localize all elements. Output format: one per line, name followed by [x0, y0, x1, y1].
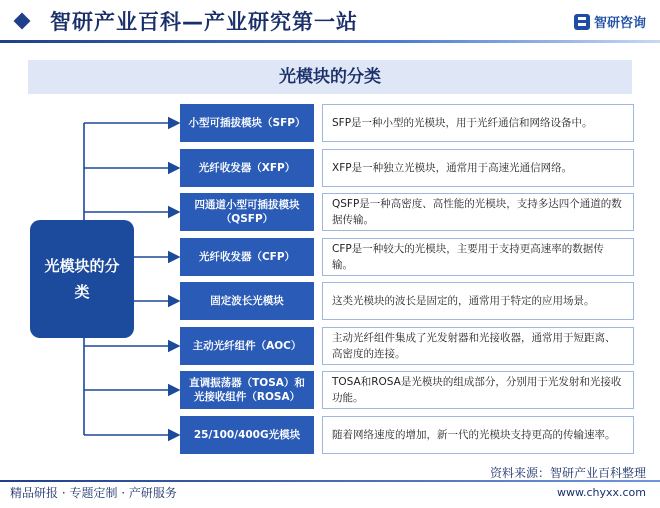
diagram-title: 光模块的分类 — [279, 67, 381, 87]
page-title: 智研产业百科—产业研究第一站 — [50, 10, 358, 34]
diamond-icon — [14, 13, 31, 30]
category-description: 随着网络速度的增加，新一代的光模块支持更高的传输速率。 — [322, 416, 634, 454]
category-box: 小型可插拔模块（SFP） — [180, 104, 314, 142]
website-url[interactable]: www.chyxx.com — [556, 486, 646, 499]
category-box: 光纤收发器（CFP） — [180, 238, 314, 276]
category-description: 主动光纤组件集成了光发射器和光接收器，通常用于短距离、高密度的连接。 — [322, 327, 634, 365]
category-box: 25/100/400G光模块 — [180, 416, 314, 454]
category-box: 直调振荡器（TOSA）和光接收组件（ROSA） — [180, 371, 314, 409]
category-box: 光纤收发器（XFP） — [180, 149, 314, 187]
logo — [574, 12, 646, 31]
root-node — [30, 220, 134, 338]
category-description: CFP是一种较大的光模块，主要用于支持更高速率的数据传输。 — [322, 238, 634, 276]
category-box: 固定波长光模块 — [180, 282, 314, 320]
logo-icon — [574, 14, 590, 30]
footer — [0, 458, 660, 508]
category-description: QSFP是一种高密度、高性能的光模块，支持多达四个通道的数据传输。 — [322, 193, 634, 231]
category-description: TOSA和ROSA是光模块的组成部分，分别用于光发射和光接收功能。 — [322, 371, 634, 409]
category-box: 四通道小型可插拔模块（QSFP） — [180, 193, 314, 231]
header — [0, 0, 660, 44]
category-description: XFP是一种独立光模块，通常用于高速光通信网络。 — [322, 149, 634, 187]
footer-divider — [0, 480, 660, 482]
diagram-title-banner — [28, 60, 632, 94]
category-box: 主动光纤组件（AOC） — [180, 327, 314, 365]
header-divider — [0, 40, 660, 43]
root-node-label: 光模块的分类 — [44, 257, 120, 301]
source-note: 资料来源：智研产业百科整理 — [489, 466, 646, 480]
category-description: SFP是一种小型的光模块，用于光纤通信和网络设备中。 — [322, 104, 634, 142]
logo-text: 智研咨询 — [593, 16, 646, 31]
services-text: 精品研报 · 专题定制 · 产研服务 — [10, 486, 177, 500]
category-description: 这类光模块的波长是固定的，通常用于特定的应用场景。 — [322, 282, 634, 320]
